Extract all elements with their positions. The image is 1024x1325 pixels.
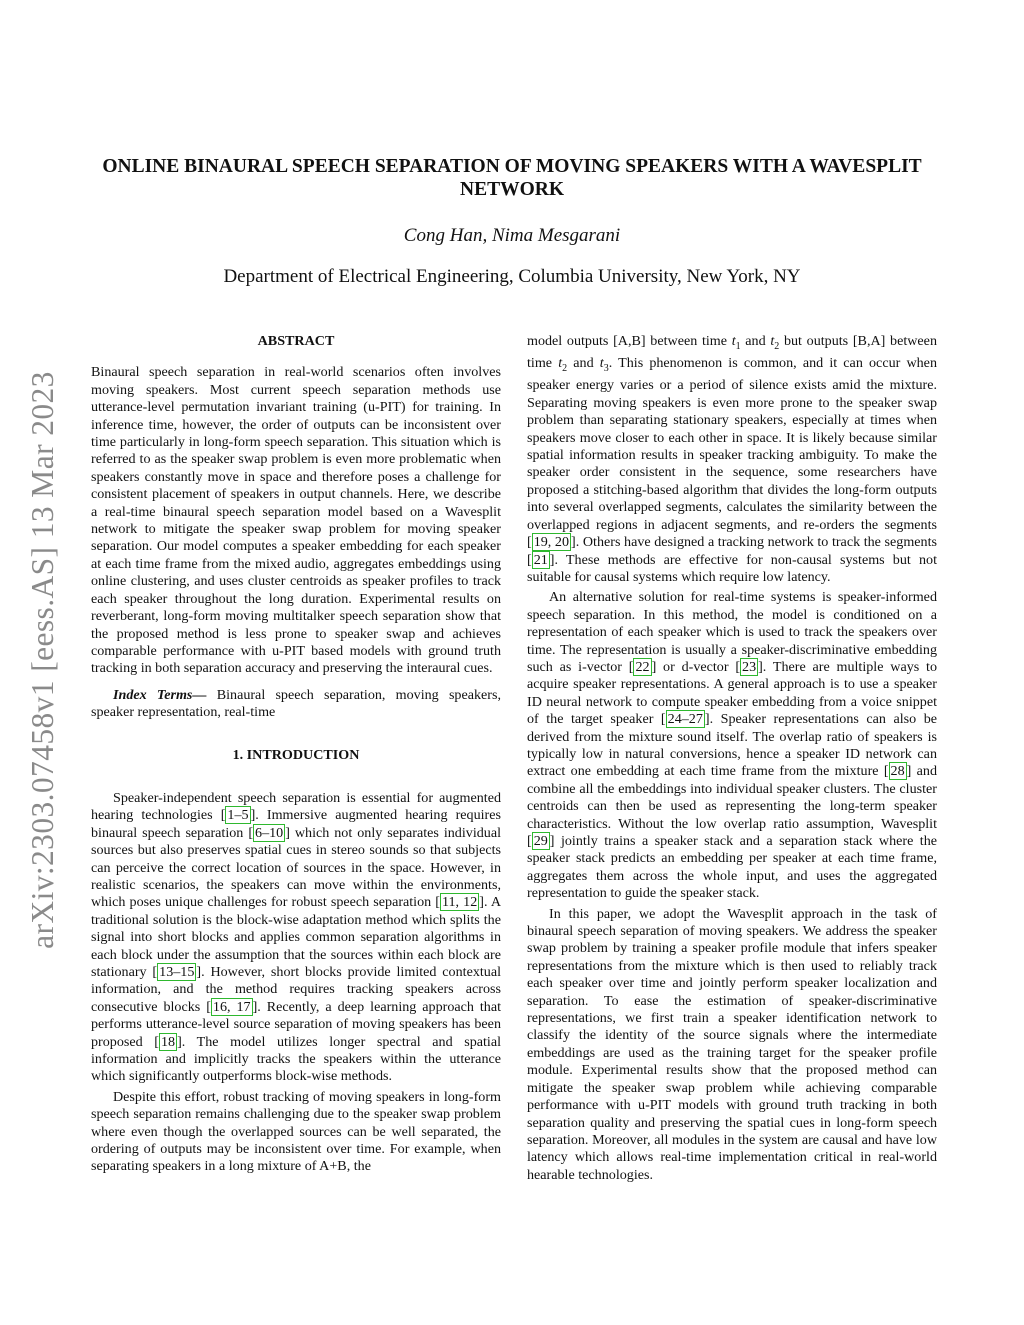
right-paragraph-3: In this paper, we adopt the Wavesplit approach in the task of binaural speech separation of moving speakers. We address the speaker swap problem by training a speaker profile module that infers speaker representations from the mixture which is then used to reliably track each speaker over time and jointly perform speaker localization and separation. To ease the estimation of speaker-discriminative representations, we first train a speaker identification network to classify the identity of the source signals where the intermediate embeddings are used as the training target for the speaker profile module. Experimental results show that the proposed method can mitigate the speaker swap problem while achieving comparable performance with u-PIT models with ground truth tracking in both separation quality and preserving the spatial cues in long-form speech separation. Moreover, all modules in the system are causal and have low latency which allows real-time implementation critical in real-world hearable technologies. bbox=[527, 905, 937, 1183]
arxiv-id: arXiv:2303.07458v1 [eess.AS] 13 Mar 2023 bbox=[25, 371, 60, 949]
right-paragraph-1: model outputs [A,B] between time $t_1$ and $t_2$ but outputs [B,A] between time $t_2$ and $t_3$. This phenomenon is common, and it can occur when speaker energy varies or a period of silence exists amid the mixture. Separating moving speakers is even more prone to the speaker swap problem than separating stationary speakers, especially at times when speakers move closer to each other in space. It is likely because similar spatial information results in speaker tracking ambiguity. To make the speaker order consistent in the sequence, some researchers have proposed a stitching-based algorithm that divides the long-form outputs into several overlapped segments, calculates the similarity between the overlapped regions in adjacent segments, and re-orders the segments [ 19, 20 ]. Others have designed a tracking network to track the segments [ 21 ]. These methods are effective for non-causal systems but not suitable for causal systems which require low latency. bbox=[527, 333, 937, 585]
math-t3: $t_3$ bbox=[599, 355, 609, 375]
citation-link[interactable]: 1–5 bbox=[227, 807, 249, 824]
citation-link[interactable]: 6–10 bbox=[255, 824, 284, 841]
citation-link[interactable]: 21 bbox=[533, 551, 548, 568]
math-t2: $t_2$ bbox=[770, 333, 780, 352]
citation-link[interactable]: 22 bbox=[635, 658, 650, 675]
left-column bbox=[91, 333, 501, 1176]
paper-title: ONLINE BINAURAL SPEECH SEPARATION OF MOVING SPEAKERS WITH A WAVESPLIT NETWORK bbox=[102, 156, 922, 200]
citation-link[interactable]: 19, 20 bbox=[533, 534, 570, 551]
citation-link[interactable]: 18 bbox=[160, 1033, 176, 1050]
intro-paragraph-1: Speaker-independent speech separation is essential for augmented hearing technologies [ 1–5 ]. Immersive augmented hearing requires binaural speech separation [ 6–10 ] which not only separates individual sources but also preserves spatial cues in stereo sounds so that subjects can perceive the correct location of sources in the space. However, in realistic scenarios, the speakers can move within the environments, which poses unique challenges for robust speech separation [ 11, 12 ]. A traditional solution is the block-wise adaptation method which splits the signal into short blocks and applies common separation algorithms in each block under the assumption that the sources within each block are stationary [ 13–15 ]. However, short blocks provide limited contextual information, and the method requires tracking speakers across consecutive blocks [ 16, 17 ]. Recently, a deep learning approach that performs utterance-level source separation of moving speakers has been proposed [ 18 ]. The model utilizes longer spectral and spatial information and implicitly tracks the speakers within the utterance which significantly outperforms block-wise methods. bbox=[91, 789, 502, 1085]
math-t1: $t_1$ bbox=[731, 333, 741, 352]
abstract-heading: ABSTRACT bbox=[257, 333, 335, 349]
right-column bbox=[527, 333, 937, 1184]
arxiv-stamp bbox=[18, 340, 68, 980]
intro-paragraph-2: Despite this effort, robust tracking of moving speakers in long-form speech separation remains challenging due to the speaker swap problem where even though the overlapped sources can be well separated, the ordering of outputs may be inconsistent over time. For example, when separating speakers in a long mixture of A+B, the bbox=[91, 1088, 501, 1175]
citation-link[interactable]: 29 bbox=[533, 833, 548, 849]
intro-heading: 1. INTRODUCTION bbox=[232, 746, 360, 763]
math-t2: $t_2$ bbox=[558, 355, 568, 375]
citation-link[interactable]: 13–15 bbox=[159, 964, 195, 980]
index-terms-label: Index Terms— bbox=[113, 686, 207, 703]
abstract-text: Binaural speech separation in real-world scenarios often involves moving speakers. Most current speech separation methods use utterance-level permutation invariant training (u-PIT) for training. In inference time, however, the order of outputs can be inconsistent over time particularly in long-form speech separation. This situation which is referred to as the speaker swap problem is even more problematic when speakers constantly move in space and therefore poses a challenge for consistent placement of speakers in output channels. Here, we describe a real-time binaural speech separation model based on a Wavesplit network to mitigate the speaker swap problem for moving speaker separation. Our model computes a speaker embedding for each speaker at each time frame from the mixed audio, aggregates embeddings using online clustering, and uses cluster centroids as speaker profiles to track each speaker throughout the long duration. Experimental results on reverberant, long-form moving multitalker speech separation show that the proposed method is less prone to speaker swap and achieves comparable performance with u-PIT based models with ground truth tracking in both separation accuracy and preserving the interaural cues. bbox=[91, 364, 501, 677]
index-terms bbox=[91, 687, 501, 722]
paper-affiliation: Department of Electrical Engineering, Columbia University, New York, NY bbox=[223, 266, 801, 287]
paper-authors: Cong Han, Nima Mesgarani bbox=[403, 225, 621, 246]
index-terms-text: Binaural speech separation, moving speakers, speaker representation, real-time bbox=[91, 686, 501, 721]
citation-link[interactable]: 28 bbox=[890, 763, 905, 780]
citation-link[interactable]: 23 bbox=[742, 658, 757, 675]
citation-link[interactable]: 11, 12 bbox=[441, 894, 478, 911]
right-paragraph-2: An alternative solution for real-time systems is speaker-informed speech separation. In this method, the model is conditioned on a representation of each speaker which is used to track the speakers over time. The representation is usually a speaker-discriminative embedding such as i-vector [ 22 ] or d-vector [ 23 ]. There are multiple ways to acquire speaker representations. A general approach is to use a speaker ID neural network to compute speaker embedding from a voice snippet of the target speaker [ 24–27 ]. Speaker representations can also be derived from the mixture sound itself. The overlap ratio of speakers is typically low in natural conversions, hence a speaker ID network can extract one embedding at each time frame from the mixture [ 28 ] and combine all the embeddings into individual speaker clusters. The cluster centroids can then be used as representing the long-term speaker characteristics. Without the low overlap ratio assumption, Wavesplit [ 29 ] jointly trains a speaker stack and a separation stack where the speaker stack predicts an embedding per speaker at each time frame, aggregates them across the whole input, and uses the aggregated representation to guide the speaker stack. bbox=[527, 589, 937, 902]
citation-link[interactable]: 24–27 bbox=[667, 711, 703, 728]
citation-link[interactable]: 16, 17 bbox=[212, 998, 251, 1015]
